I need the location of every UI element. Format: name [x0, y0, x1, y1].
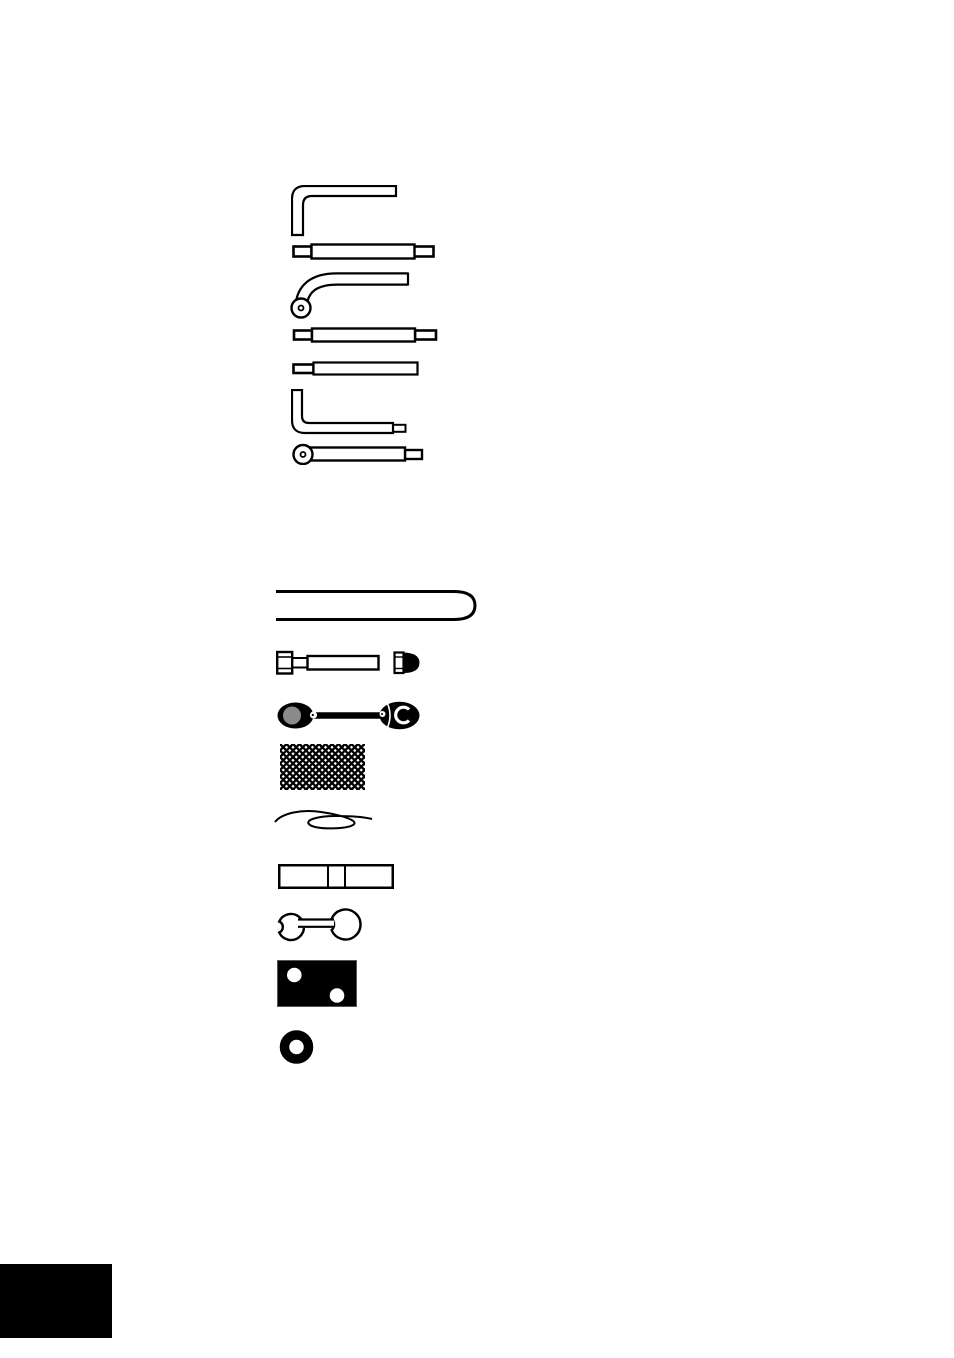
axle-rod-b-illustration: [292, 327, 438, 343]
axle-rod-a-illustration: [292, 243, 435, 260]
mesh-pad-illustration: [280, 744, 365, 790]
axle-rod-c-illustration: [292, 361, 419, 376]
plate-with-holes-illustration: [277, 960, 357, 1007]
cable-loop-illustration: [274, 806, 374, 836]
rod-with-eyelet-illustration: [292, 443, 424, 465]
open-end-wrench-illustration: [275, 906, 363, 944]
curved-handle-eyelet-illustration: [289, 268, 411, 320]
allen-wrench-small-illustration: [291, 389, 408, 435]
bolt-and-nut-illustration: [276, 650, 422, 676]
washer-ring-illustration: [279, 1030, 314, 1065]
long-round-end-bar-illustration: [276, 588, 477, 624]
page-corner-block: [0, 1264, 112, 1338]
strap-assembly-illustration: [276, 700, 424, 732]
allen-wrench-large-illustration: [291, 185, 401, 237]
spacer-sleeve-illustration: [278, 864, 394, 889]
